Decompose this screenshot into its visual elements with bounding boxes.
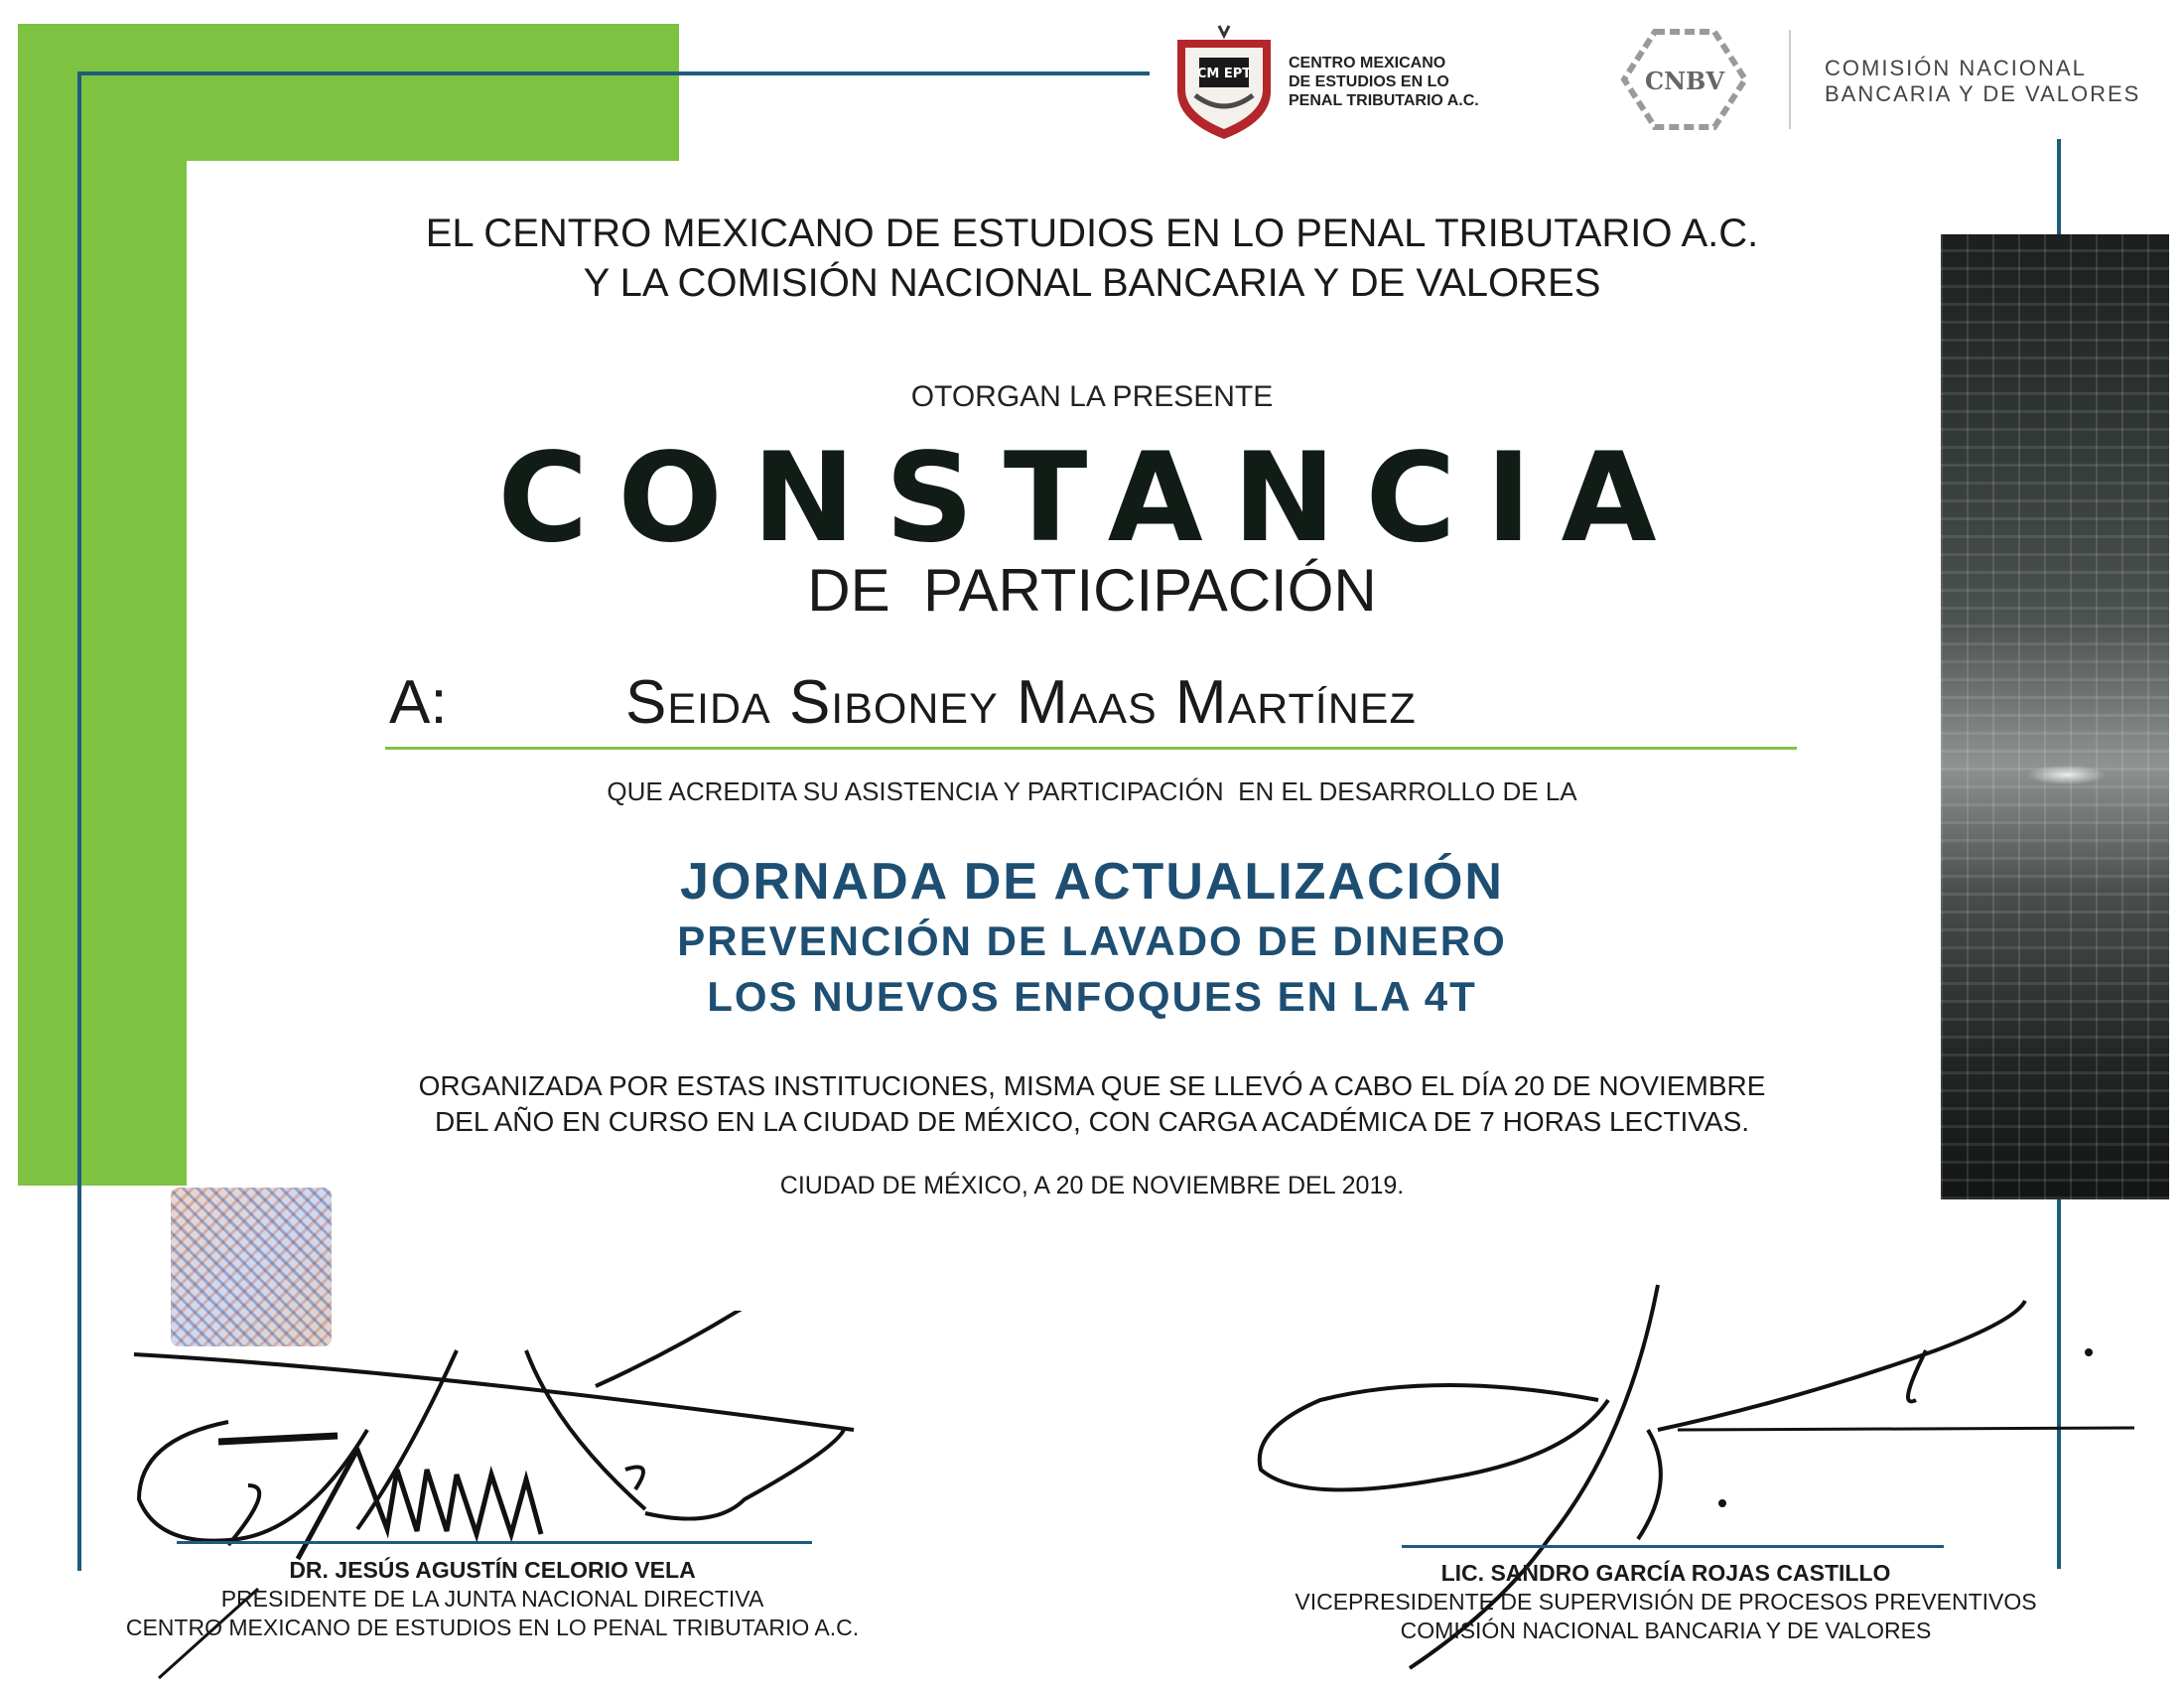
recipient-underline: [385, 747, 1797, 750]
signatory-left: [95, 1556, 889, 1642]
signatory-org: CENTRO MEXICANO DE ESTUDIOS EN LO PENAL TRIBUTARIO A.C.: [125, 1615, 860, 1640]
signatory-name: DR. JESÚS AGUSTÍN CELORIO VELA: [289, 1557, 696, 1583]
event-subtitle: PREVENCIÓN DE LAVADO DE DINERO: [677, 917, 1507, 964]
cm-logo-text: [1289, 54, 1479, 110]
cnbv-logo-line: COMISIÓN NACIONAL: [1825, 56, 2087, 80]
accreditation-text: QUE ACREDITA SU ASISTENCIA Y PARTICIPACIÓN EN EL DESARROLLO DE LA: [607, 776, 1577, 806]
top-frame-line: [77, 71, 1150, 75]
cm-ept-logo: [1169, 22, 1279, 141]
cm-logo-line: PENAL TRIBUTARIO A.C.: [1289, 92, 1479, 109]
organized-line: DEL AÑO EN CURSO EN LA CIUDAD DE MÉXICO, CON CARGA ACADÉMICA DE 7 HORAS LECTIVAS.: [434, 1106, 1750, 1137]
place-date: CIUDAD DE MÉXICO, A 20 DE NOVIEMBRE DEL 2019.: [779, 1172, 1405, 1199]
recipient-name: Seida Siboney Maas Martínez: [625, 668, 1417, 737]
header-line: Y LA COMISIÓN NACIONAL BANCARIA Y DE VALORES: [583, 261, 1601, 305]
signatory-right: [1259, 1559, 2073, 1645]
signatory-role: VICEPRESIDENTE DE SUPERVISIÓN DE PROCESOS PREVENTIVOS: [1295, 1589, 2037, 1615]
signatory-name: LIC. SANDRO GARCÍA ROJAS CASTILLO: [1440, 1560, 1891, 1586]
signature-line-right: [1402, 1545, 1944, 1548]
signatory-role: PRESIDENTE DE LA JUNTA NACIONAL DIRECTIVA: [220, 1586, 764, 1612]
event-title: JORNADA DE ACTUALIZACIÓN: [680, 853, 1504, 911]
event-subtitle: LOS NUEVOS ENFOQUES EN LA 4T: [707, 973, 1477, 1020]
signature-line-left: [177, 1541, 812, 1544]
otorgan-text: OTORGAN LA PRESENTE: [910, 380, 1274, 413]
cm-logo-line: DE ESTUDIOS EN LO: [1289, 73, 1449, 90]
cm-logo-line: CENTRO MEXICANO: [1289, 55, 1446, 71]
signatory-org: COMISIÓN NACIONAL BANCARIA Y DE VALORES: [1400, 1618, 1932, 1643]
certificate-subtitle: DE PARTICIPACIÓN: [807, 557, 1377, 624]
cm-seal-text: CM EPT: [1196, 67, 1252, 81]
recipient-label: A:: [389, 668, 448, 737]
organized-text: [298, 1068, 1886, 1140]
cnbv-logo-line: BANCARIA Y DE VALORES: [1825, 81, 2141, 106]
certificate-title: CONSTANCIA: [497, 427, 1687, 570]
organized-line: ORGANIZADA POR ESTAS INSTITUCIONES, MISMA QUE SE LLEVÓ A CABO EL DÍA 20 DE NOVIEMBRE: [418, 1070, 1766, 1101]
issuing-institutions: [298, 209, 1886, 308]
header-line: EL CENTRO MEXICANO DE ESTUDIOS EN LO PENAL TRIBUTARIO A.C.: [425, 211, 1759, 255]
cnbv-logo-text: [1825, 56, 2140, 107]
logo-divider: [1789, 30, 1791, 129]
city-photo-strip: [1941, 234, 2169, 1199]
cnbv-logo: [1620, 28, 1749, 131]
cnbv-seal-text: CNBV: [1645, 67, 1724, 95]
left-frame-line: [77, 71, 81, 1571]
